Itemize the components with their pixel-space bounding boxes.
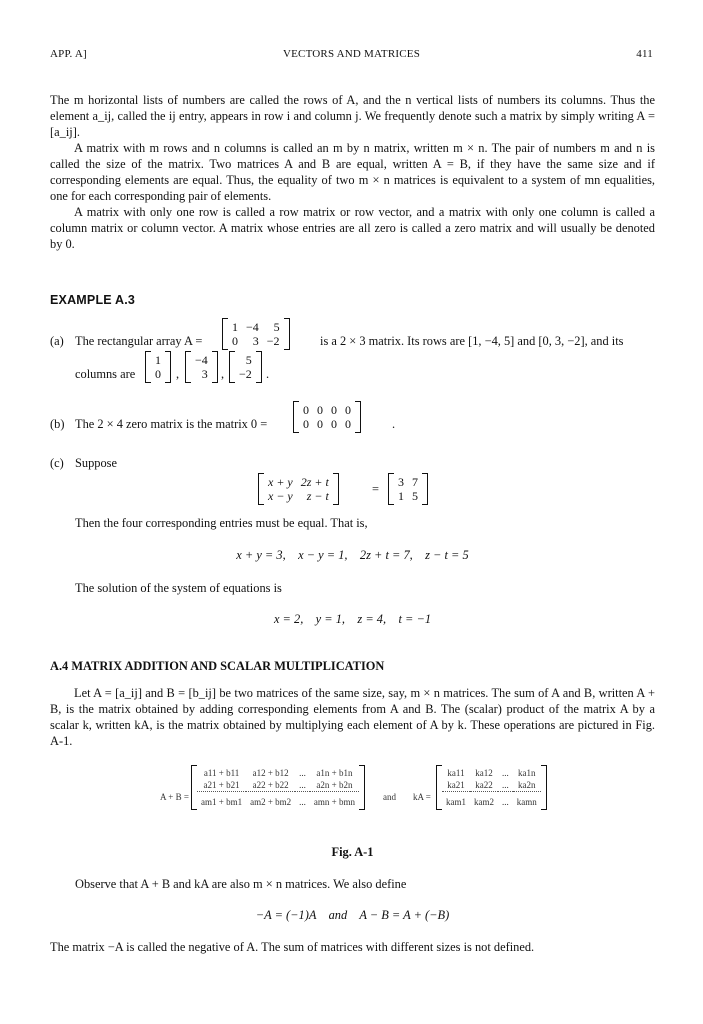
matrix-c-right: 3 7 1 5 bbox=[388, 475, 428, 503]
fig-sum-matrix: a11 + b11 a12 + b12 ... a1n + b1n a21 + b21 a22 + b22 ... a2n + b2n am1 + bm1 am2 + bm2 ... amn + bmn bbox=[191, 767, 365, 808]
observe-text: Observe that A + B and kA are also m × n matrices. We also define bbox=[75, 877, 407, 891]
intro-paragraph-3: A matrix with only one row is called a row matrix or row vector, and a matrix with only one column is called a column matrix or column vector. A matrix whose entries are all zero is called a zero matrix and will usually be denoted by 0. bbox=[50, 205, 655, 251]
matrix-c-left: x + y 2z + t x − y z − t bbox=[258, 475, 339, 503]
zero-matrix: 0 0 0 0 0 0 0 0 bbox=[293, 403, 361, 431]
column-vector-2: −4 3 bbox=[185, 353, 218, 381]
intro-text bbox=[50, 92, 655, 252]
example-b-text: The 2 × 4 zero matrix is the matrix 0 = bbox=[75, 417, 268, 431]
column-vector-1: 1 0 bbox=[145, 353, 171, 381]
running-head bbox=[50, 48, 653, 62]
example-heading: EXAMPLE A.3 bbox=[50, 293, 136, 307]
fig-scalar-matrix: ka11 ka12 ... ka1n ka21 ka22 ... ka2n kam1 kam2 ... kamn bbox=[436, 767, 547, 808]
running-title: VECTORS AND MATRICES bbox=[282, 48, 421, 60]
solution-text: The solution of the system of equations is bbox=[75, 581, 282, 595]
columns-text: columns are bbox=[75, 367, 136, 381]
book-page: APP. A] VECTORS AND MATRICES 411 The m horizontal lists of numbers are called the rows of A, and the n vertical lists of numbers its columns. Thus the element a_ij, called the ij entry, appears in row i and column j. We frequently denote such a matrix by simply writing A = [a_ij]. A matrix with m rows and n columns is called an m by n matrix, written m × n. The pair of numbers m and n is called the size of the matrix. Two matrices A and B are equal, written A = B, if they have the same size and if corresponding elements are equal. Thus, the equality of two m × n matrices is equivalent to a system of mn equalities, one for each corresponding pair of elements. A matrix with only one row is called a row matrix or row vector, and a matrix with only one column is called a column matrix or column vector. A matrix whose entries are all zero is called a zero matrix and will usually be denoted by 0. EXAMPLE A.3 (a) The rectangular array A = 1 −4 5 0 3 −2 is a 2 × 3 matrix. Its rows are [1, −4, 5] and [0, 3, −2], and its columns are 1 0 , −4 3 , 5 −2 . (b) The 2 × 4 zero matrix is the matrix 0 = 0 0 0 0 0 0 0 0 . (c) Suppose x + y 2z + t x − y z − t = 3 7 1 5 Then the four corresponding entries must be equal. That is, x + y = 3, x − y = 1, 2z + t = 7, z − t = 5 The solution of the system of equations is x = 2, y = 1, z = 4, t = −1 A.4 MATRIX ADDITION AND SCALAR MULTIPLICATION Let A = [a_ij] and B = [b_ij] be two matrices of the same size, say, m × n matrices. The sum of A and B, written A + B, is the matrix obtained by adding corresponding elements from A and B. The (scalar) product of the matrix A by a scalar k, written kA, is the matrix obtained by multiplying each element of A by k. These operations are pictured in Fig. A-1. A + B = a11 + b11 a12 + b12 ... a1n + b1n a21 + b21 a22 + b22 ... a2n + b2n am1 + bm1 am2 + bm2 ... amn + bmn and kA = ka11 ka12 ... ka1n ka21 ka22 ... ka2n kam1 kam2 ... kamn Fig. A-1 Observe that A + B and kA are also m × n matrices. We also define −A = (−1)A and A − B = A + (−B) The matrix −A is called the negative of A. The sum of matrices with different sizes is not defined. bbox=[50, 48, 655, 954]
example-a-text-before: The rectangular array A = bbox=[75, 334, 203, 348]
section-text bbox=[50, 685, 655, 749]
example-c-text: Suppose bbox=[75, 456, 117, 470]
solution: x = 2, y = 1, z = 4, t = −1 bbox=[273, 612, 432, 626]
page-number: 411 bbox=[636, 48, 653, 60]
figure-caption: Fig. A-1 bbox=[331, 845, 374, 859]
matrix-a: 1 −4 5 0 3 −2 bbox=[222, 320, 290, 348]
definition: −A = (−1)A and A − B = A + (−B) bbox=[255, 908, 450, 922]
then-text: Then the four corresponding entries must be equal. That is, bbox=[75, 516, 368, 530]
example-c-label: (c) bbox=[50, 456, 64, 470]
example-a-label: (a) bbox=[50, 334, 64, 348]
fig-scalar-label: kA = bbox=[413, 792, 431, 802]
section-heading: A.4 MATRIX ADDITION AND SCALAR MULTIPLICATION bbox=[50, 659, 385, 673]
example-b-label: (b) bbox=[50, 417, 65, 431]
equations: x + y = 3, x − y = 1, 2z + t = 7, z − t = 5 bbox=[236, 548, 469, 562]
example-a-text-after: is a 2 × 3 matrix. Its rows are [1, −4, 5] and [0, 3, −2], and its bbox=[320, 334, 624, 348]
final-text: The matrix −A is called the negative of A. The sum of matrices with different sizes is not defined. bbox=[50, 940, 535, 954]
column-vector-3: 5 −2 bbox=[229, 353, 262, 381]
section-paragraph: Let A = [a_ij] and B = [b_ij] be two matrices of the same size, say, m × n matrices. The sum of A and B, written A + B, is the matrix obtained by adding corresponding elements from A and B. The (scalar) product of the matrix A by a scalar k, written kA, is the matrix obtained by multiplying each element of A by k. These operations are pictured in Fig. A-1. bbox=[50, 686, 655, 748]
chapter-ref: APP. A] bbox=[50, 48, 87, 60]
intro-paragraph-1: The m horizontal lists of numbers are called the rows of A, and the n vertical lists of numbers its columns. Thus the element a_ij, called the ij entry, appears in row i and column j. We frequently denote such a matrix by simply writing A = [a_ij]. bbox=[50, 93, 655, 139]
fig-and: and bbox=[383, 792, 396, 802]
fig-sum-label: A + B = bbox=[160, 792, 189, 802]
intro-paragraph-2: A matrix with m rows and n columns is called an m by n matrix, written m × n. The pair of numbers m and n is called the size of the matrix. Two matrices A and B are equal, written A = B, if they have the same size and if corresponding elements are equal. Thus, the equality of two m × n matrices is equivalent to a system of mn equalities, one for each corresponding pair of elements. bbox=[50, 141, 655, 203]
